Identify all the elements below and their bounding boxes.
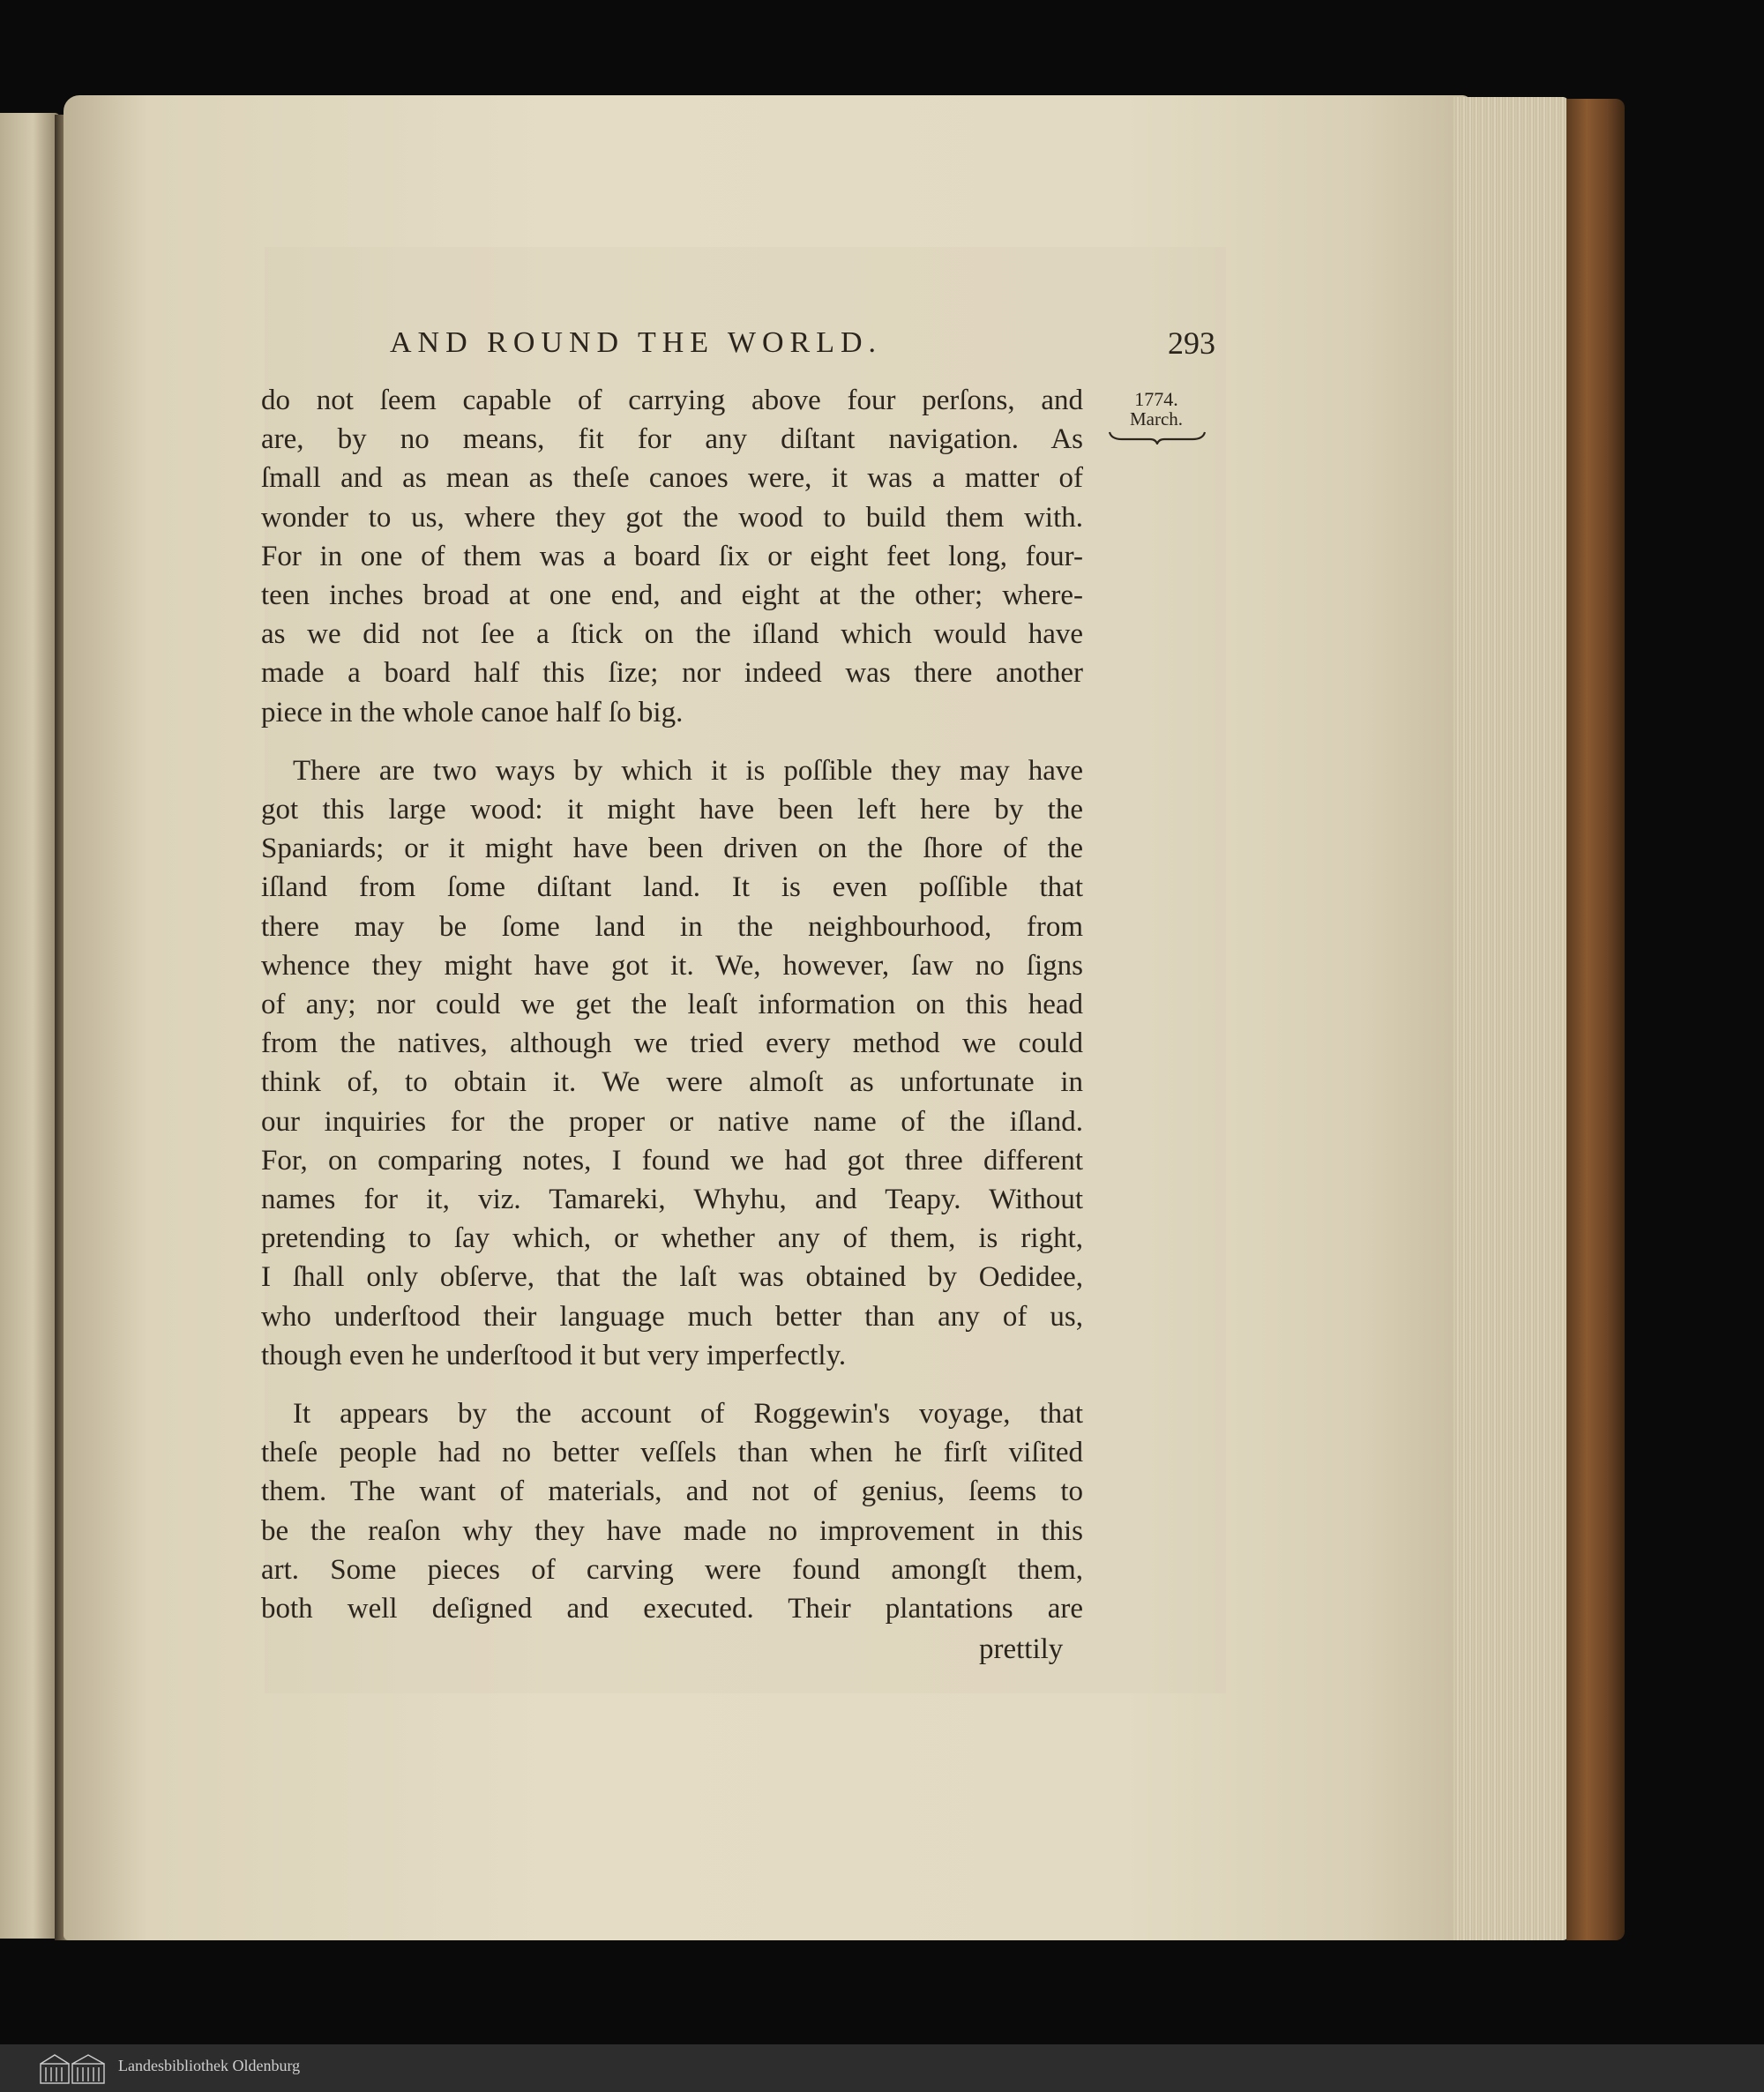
text-line: from the natives, although we tried every method we could bbox=[261, 1027, 1083, 1060]
library-label: Landesbibliothek Oldenburg bbox=[118, 2057, 301, 2074]
text-line: both well deſigned and executed. Their plantations are bbox=[261, 1593, 1083, 1625]
text-line: be the reaſon why they have made no improvement in this bbox=[261, 1514, 1083, 1547]
margin-date-note bbox=[1108, 390, 1205, 445]
body-text bbox=[261, 381, 1083, 1628]
text-line: who underſtood their language much better than any of us, bbox=[261, 1300, 1083, 1333]
text-line: It appears by the account of Roggewin's voyage, that bbox=[293, 1398, 1083, 1431]
text-line: them. The want of materials, and not of genius, ſeems to bbox=[261, 1476, 1083, 1508]
page-number: 293 bbox=[1168, 325, 1215, 361]
text-line: piece in the whole canoe half ſo big. bbox=[261, 696, 684, 728]
text-line: whence they might have got it. We, however, ſaw no ſigns bbox=[261, 949, 1083, 982]
text-line: names for it, viz. Tamareki, Whyhu, and Teapy. Without bbox=[261, 1184, 1083, 1216]
text-line: made a board half this ſize; nor indeed was there another bbox=[261, 657, 1083, 690]
text-line: there may be ſome land in the neighbourhood, from bbox=[261, 910, 1083, 943]
left-page-edge bbox=[0, 113, 60, 1939]
running-title: AND ROUND THE WORLD. bbox=[390, 326, 883, 359]
text-line: our inquiries for the proper or native name of the iſland. bbox=[261, 1105, 1083, 1138]
text-line: pretending to ſay which, or whether any of them, is right, bbox=[261, 1222, 1083, 1255]
paragraph bbox=[261, 1394, 1083, 1628]
page-edges bbox=[1454, 97, 1568, 1940]
text-line: as we did not ſee a ſtick on the iſland which would have bbox=[261, 618, 1083, 651]
text-line: theſe people had no better veſſels than when he firſt viſited bbox=[261, 1437, 1083, 1469]
text-line: art. Some pieces of carving were found amongſt them, bbox=[261, 1553, 1083, 1586]
text-line: I ſhall only obſerve, that the laſt was obtained by Oedidee, bbox=[261, 1261, 1083, 1294]
text-line: got this large wood: it might have been left here by the bbox=[261, 794, 1083, 826]
text-line: teen inches broad at one end, and eight at the other; where- bbox=[261, 579, 1083, 612]
text-line: For in one of them was a board ſix or eight feet long, four- bbox=[261, 540, 1083, 572]
brace-icon bbox=[1108, 430, 1207, 445]
text-line: ſmall and as mean as theſe canoes were, it was a matter of bbox=[261, 462, 1083, 495]
text-line: think of, to obtain it. We were almoſt as unfortunate in bbox=[261, 1066, 1083, 1099]
text-line: iſland from ſome diſtant land. It is even poſſible that bbox=[261, 871, 1083, 904]
book-cover-edge bbox=[1566, 99, 1625, 1940]
paragraph bbox=[261, 751, 1083, 1375]
text-line: do not ſeem capable of carrying above four perſons, and bbox=[261, 385, 1083, 416]
text-line: of any; nor could we get the leaſt information on this head bbox=[261, 989, 1083, 1021]
text-line: There are two ways by which it is poſſible they may have bbox=[293, 754, 1083, 787]
margin-year: 1774. bbox=[1134, 388, 1178, 410]
library-building-icon bbox=[37, 2051, 108, 2085]
paragraph bbox=[261, 381, 1083, 732]
footer-bar bbox=[0, 2044, 1764, 2092]
catchword: prettily bbox=[979, 1633, 1064, 1665]
margin-month: March. bbox=[1129, 408, 1184, 430]
text-line: For, on comparing notes, I found we had got three different bbox=[261, 1144, 1083, 1177]
text-line: Spaniards; or it might have been driven on the ſhore of the bbox=[261, 833, 1083, 865]
text-line: are, by no means, fit for any diſtant navigation. As bbox=[261, 423, 1083, 456]
text-line: though even he underſtood it but very imperfectly. bbox=[261, 1339, 847, 1371]
text-line: wonder to us, where they got the wood to build them with. bbox=[261, 501, 1083, 534]
